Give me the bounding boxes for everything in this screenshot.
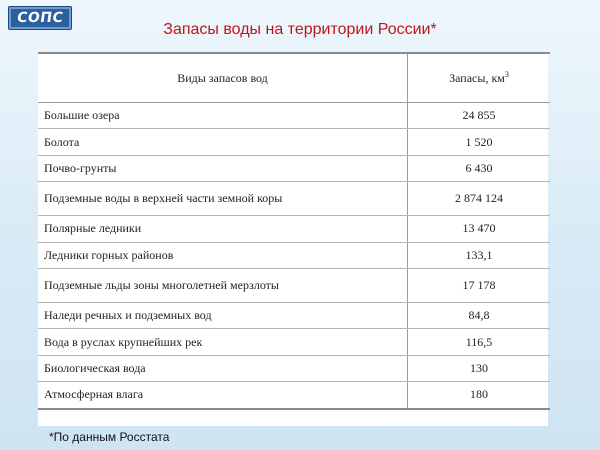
row-value: 84,8: [408, 302, 551, 328]
row-name: Подземные льды зоны многолетней мерзлоты: [38, 268, 408, 302]
row-name: Ледники горных районов: [38, 242, 408, 268]
row-name: Атмосферная влага: [38, 382, 408, 409]
row-value: 130: [408, 355, 551, 381]
logo-text: СОПС: [15, 10, 65, 26]
row-value: 6 430: [408, 155, 551, 181]
source-footnote: *По данным Росстата: [49, 430, 170, 444]
table-row: [38, 182, 550, 216]
header-reserve-volume: [408, 53, 551, 103]
row-value: 2 874 124: [408, 182, 551, 216]
row-value: 116,5: [408, 329, 551, 355]
table-row: [38, 268, 550, 302]
row-name: Вода в руслах крупнейших рек: [38, 329, 408, 355]
row-value: 24 855: [408, 103, 551, 129]
row-name: Большие озера: [38, 103, 408, 129]
table-row: [38, 129, 550, 155]
row-name: Болота: [38, 129, 408, 155]
table-row: [38, 216, 550, 242]
water-reserves-table-panel: [38, 52, 548, 426]
row-name: Подземные воды в верхней части земной коры: [38, 182, 408, 216]
table-row: [38, 382, 550, 409]
row-value: 1 520: [408, 129, 551, 155]
table-row: [38, 302, 550, 328]
row-name: Биологическая вода: [38, 355, 408, 381]
row-name: Почво-грунты: [38, 155, 408, 181]
row-value: 13 470: [408, 216, 551, 242]
header-reserve-type: Виды запасов вод: [38, 53, 408, 103]
table-row: [38, 329, 550, 355]
header-unit-superscript: 3: [504, 70, 509, 79]
header-reserve-volume-label: Запасы, км: [449, 71, 505, 85]
row-value: 133,1: [408, 242, 551, 268]
table-row: [38, 155, 550, 181]
water-reserves-table: [38, 52, 550, 410]
row-value: 180: [408, 382, 551, 409]
table-header-row: [38, 53, 550, 103]
row-name: Наледи речных и подземных вод: [38, 302, 408, 328]
table-row: [38, 242, 550, 268]
page-title: Запасы воды на территории России*: [163, 21, 437, 38]
table-row: [38, 103, 550, 129]
row-name: Полярные ледники: [38, 216, 408, 242]
table-row: [38, 355, 550, 381]
row-value: 17 178: [408, 268, 551, 302]
